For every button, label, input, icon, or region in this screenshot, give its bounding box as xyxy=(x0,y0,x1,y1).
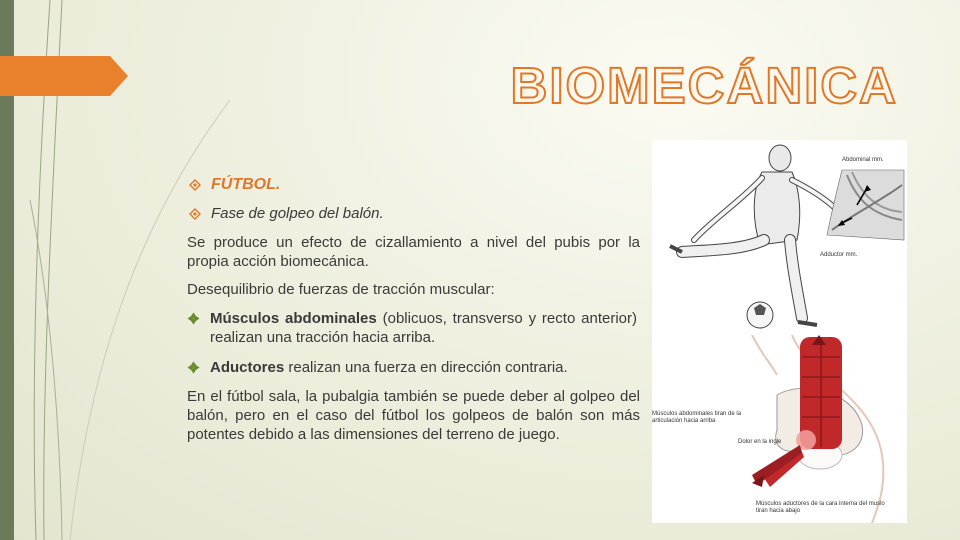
orange-tab-shape xyxy=(0,56,128,96)
aductores-bold: Aductores xyxy=(210,359,285,376)
bullet-fase-text: Fase de golpeo del balón. xyxy=(211,205,384,222)
sub-bullet-musculos-text xyxy=(210,309,637,347)
sub-bullet-aductores-text xyxy=(210,358,637,377)
paragraph-cizallamiento: Se produce un efecto de cizallamiento a nivel del pubis por la propia acción biomecánica. xyxy=(187,234,640,270)
bullet-futbol-text: FÚTBOL. xyxy=(211,176,281,193)
fancy-diamond-bullet-icon xyxy=(187,361,200,374)
paragraph-futbol-sala: En el fútbol sala, la pubalgia también se puede deber al golpeo del balón, pero en el caso del fútbol los golpeos de balón son más potentes debido a las dimensiones del terreno de juego. xyxy=(187,388,640,443)
label-adductor: Adductor mm. xyxy=(820,252,858,258)
aductores-rest: realizan una fuerza en dirección contraria. xyxy=(284,359,568,376)
label-musculos-abdominales: Músculos abdominales tiran de la articulación hacia arriba xyxy=(652,411,742,424)
kicking-player-drawing xyxy=(652,140,907,335)
bullet-futbol xyxy=(189,175,280,194)
kicking-player-illustration xyxy=(652,140,907,335)
paragraph-desequilibrio: Desequilibrio de fuerzas de tracción muscular: xyxy=(187,281,495,298)
pelvis-drawing xyxy=(652,335,907,523)
pelvis-muscles-illustration xyxy=(652,335,907,523)
sub-bullet-aductores xyxy=(187,358,640,377)
label-dolor-ingle: Dolor en la ingle xyxy=(738,439,782,445)
fancy-diamond-bullet-icon xyxy=(187,312,200,325)
sub-bullet-musculos xyxy=(187,309,640,347)
diamond-bullet-icon xyxy=(189,179,201,191)
slide-title: BIOMECÁNICA xyxy=(510,57,898,114)
label-abdominal: Abdominal mm. xyxy=(842,157,884,163)
label-musculos-aductores: Músculos aductores de la cara interna del muslo tiran hacia abajo xyxy=(756,501,885,514)
bullet-fase xyxy=(189,204,384,223)
diamond-bullet-icon xyxy=(189,208,201,220)
musculos-bold: Músculos abdominales xyxy=(210,310,377,327)
musculos-rest: (oblicuos, transverso y recto anterior) realizan una tracción hacia arriba. xyxy=(210,310,638,346)
